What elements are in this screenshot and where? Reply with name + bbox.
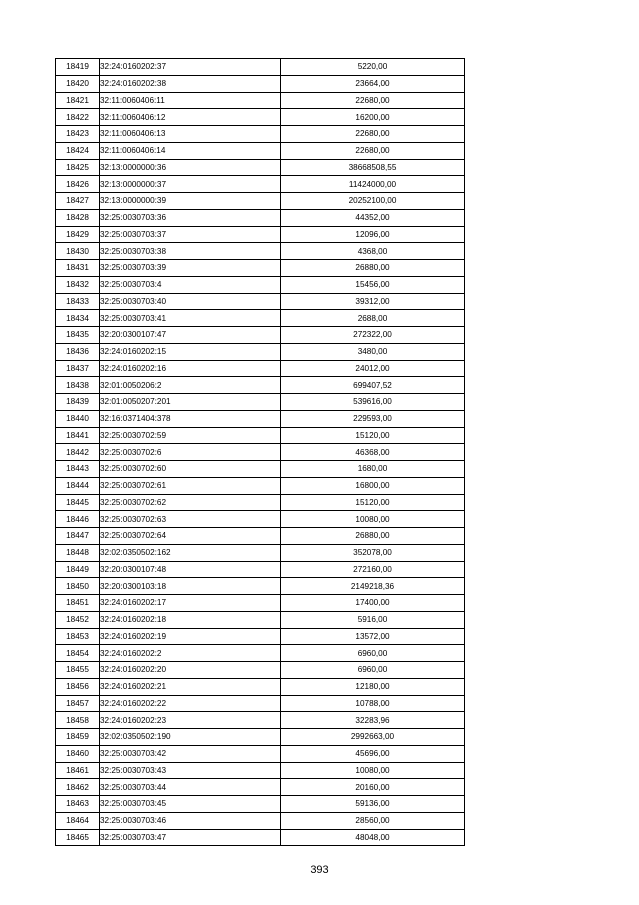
cadastral-number-cell: 32:25:0030703:4 [100, 276, 281, 293]
row-number-cell: 18460 [56, 745, 100, 762]
row-number-cell: 18449 [56, 561, 100, 578]
value-cell: 12180,00 [281, 678, 465, 695]
value-cell: 17400,00 [281, 595, 465, 612]
value-cell: 10080,00 [281, 511, 465, 528]
value-cell: 45696,00 [281, 745, 465, 762]
row-number-cell: 18433 [56, 293, 100, 310]
value-cell: 13572,00 [281, 628, 465, 645]
row-number-cell: 18451 [56, 595, 100, 612]
row-number-cell: 18420 [56, 75, 100, 92]
table-row [56, 511, 465, 528]
table-row [56, 193, 465, 210]
row-number-cell: 18421 [56, 92, 100, 109]
value-cell: 10080,00 [281, 762, 465, 779]
table-row [56, 695, 465, 712]
cadastral-number-cell: 32:25:0030702:64 [100, 528, 281, 545]
table-row [56, 126, 465, 143]
cadastral-number-cell: 32:24:0160202:22 [100, 695, 281, 712]
table-row [56, 544, 465, 561]
table-row [56, 712, 465, 729]
row-number-cell: 18432 [56, 276, 100, 293]
cadastral-number-cell: 32:11:0060406:11 [100, 92, 281, 109]
cadastral-number-cell: 32:01:0050206:2 [100, 377, 281, 394]
table-row [56, 662, 465, 679]
cadastral-number-cell: 32:25:0030702:62 [100, 494, 281, 511]
value-cell: 2149218,36 [281, 578, 465, 595]
cadastral-number-cell: 32:25:0030703:36 [100, 209, 281, 226]
cadastral-number-cell: 32:25:0030702:60 [100, 461, 281, 478]
cadastral-number-cell: 32:25:0030703:43 [100, 762, 281, 779]
value-cell: 38668508,55 [281, 159, 465, 176]
cadastral-number-cell: 32:25:0030703:44 [100, 779, 281, 796]
table-row [56, 209, 465, 226]
row-number-cell: 18422 [56, 109, 100, 126]
table-row [56, 595, 465, 612]
cadastral-number-cell: 32:24:0160202:18 [100, 611, 281, 628]
cadastral-number-cell: 32:20:0300103:18 [100, 578, 281, 595]
value-cell: 20252100,00 [281, 193, 465, 210]
table-row [56, 226, 465, 243]
table-row [56, 611, 465, 628]
table-row [56, 628, 465, 645]
row-number-cell: 18440 [56, 410, 100, 427]
cadastral-number-cell: 32:25:0030703:38 [100, 243, 281, 260]
cadastral-number-cell: 32:24:0160202:19 [100, 628, 281, 645]
row-number-cell: 18436 [56, 343, 100, 360]
value-cell: 6960,00 [281, 662, 465, 679]
row-number-cell: 18444 [56, 477, 100, 494]
cadastral-number-cell: 32:25:0030703:37 [100, 226, 281, 243]
row-number-cell: 18446 [56, 511, 100, 528]
row-number-cell: 18454 [56, 645, 100, 662]
row-number-cell: 18456 [56, 678, 100, 695]
table-row [56, 729, 465, 746]
value-cell: 11424000,00 [281, 176, 465, 193]
cadastral-number-cell: 32:25:0030702:63 [100, 511, 281, 528]
cadastral-number-cell: 32:24:0160202:17 [100, 595, 281, 612]
table-row [56, 327, 465, 344]
value-cell: 26880,00 [281, 260, 465, 277]
value-cell: 24012,00 [281, 360, 465, 377]
cadastral-number-cell: 32:25:0030703:45 [100, 796, 281, 813]
row-number-cell: 18452 [56, 611, 100, 628]
value-cell: 2688,00 [281, 310, 465, 327]
cadastral-number-cell: 32:25:0030703:47 [100, 829, 281, 846]
table-row [56, 410, 465, 427]
row-number-cell: 18438 [56, 377, 100, 394]
value-cell: 23664,00 [281, 75, 465, 92]
cadastral-value-table [55, 58, 465, 846]
value-cell: 44352,00 [281, 209, 465, 226]
table-row [56, 360, 465, 377]
value-cell: 4368,00 [281, 243, 465, 260]
cadastral-number-cell: 32:11:0060406:14 [100, 142, 281, 159]
value-cell: 15120,00 [281, 427, 465, 444]
value-cell: 539616,00 [281, 394, 465, 411]
cadastral-number-cell: 32:24:0160202:38 [100, 75, 281, 92]
row-number-cell: 18426 [56, 176, 100, 193]
table-row [56, 427, 465, 444]
row-number-cell: 18462 [56, 779, 100, 796]
row-number-cell: 18455 [56, 662, 100, 679]
cadastral-number-cell: 32:25:0030703:40 [100, 293, 281, 310]
value-cell: 22680,00 [281, 92, 465, 109]
row-number-cell: 18427 [56, 193, 100, 210]
value-cell: 1680,00 [281, 461, 465, 478]
value-cell: 39312,00 [281, 293, 465, 310]
value-cell: 20160,00 [281, 779, 465, 796]
table-row [56, 494, 465, 511]
row-number-cell: 18461 [56, 762, 100, 779]
value-cell: 22680,00 [281, 142, 465, 159]
value-cell: 229593,00 [281, 410, 465, 427]
value-cell: 15456,00 [281, 276, 465, 293]
value-cell: 352078,00 [281, 544, 465, 561]
value-cell: 15120,00 [281, 494, 465, 511]
value-cell: 272322,00 [281, 327, 465, 344]
row-number-cell: 18457 [56, 695, 100, 712]
value-cell: 46368,00 [281, 444, 465, 461]
row-number-cell: 18458 [56, 712, 100, 729]
cadastral-number-cell: 32:24:0160202:16 [100, 360, 281, 377]
value-cell: 28560,00 [281, 812, 465, 829]
table-row [56, 461, 465, 478]
table-row [56, 310, 465, 327]
row-number-cell: 18439 [56, 394, 100, 411]
table-row [56, 59, 465, 76]
value-cell: 32283,96 [281, 712, 465, 729]
table-row [56, 829, 465, 846]
value-cell: 59136,00 [281, 796, 465, 813]
row-number-cell: 18441 [56, 427, 100, 444]
row-number-cell: 18463 [56, 796, 100, 813]
cadastral-number-cell: 32:25:0030702:61 [100, 477, 281, 494]
cadastral-number-cell: 32:25:0030702:6 [100, 444, 281, 461]
row-number-cell: 18464 [56, 812, 100, 829]
value-cell: 3480,00 [281, 343, 465, 360]
value-cell: 12096,00 [281, 226, 465, 243]
cadastral-number-cell: 32:24:0160202:37 [100, 59, 281, 76]
value-cell: 2992663,00 [281, 729, 465, 746]
row-number-cell: 18445 [56, 494, 100, 511]
cadastral-number-cell: 32:02:0350502:162 [100, 544, 281, 561]
table-row [56, 678, 465, 695]
row-number-cell: 18430 [56, 243, 100, 260]
row-number-cell: 18437 [56, 360, 100, 377]
cadastral-number-cell: 32:24:0160202:15 [100, 343, 281, 360]
table-row [56, 796, 465, 813]
cadastral-number-cell: 32:16:0371404:378 [100, 410, 281, 427]
table-row [56, 528, 465, 545]
cadastral-number-cell: 32:11:0060406:13 [100, 126, 281, 143]
value-cell: 16800,00 [281, 477, 465, 494]
row-number-cell: 18423 [56, 126, 100, 143]
table-row [56, 377, 465, 394]
value-cell: 22680,00 [281, 126, 465, 143]
table-row [56, 75, 465, 92]
page-number: 393 [310, 864, 329, 876]
table-row [56, 293, 465, 310]
row-number-cell: 18443 [56, 461, 100, 478]
table-row [56, 343, 465, 360]
table-body [56, 59, 465, 846]
cadastral-number-cell: 32:20:0300107:47 [100, 327, 281, 344]
table-row [56, 812, 465, 829]
table-row [56, 394, 465, 411]
table-row [56, 92, 465, 109]
cadastral-number-cell: 32:11:0060406:12 [100, 109, 281, 126]
value-cell: 26880,00 [281, 528, 465, 545]
table-row [56, 561, 465, 578]
cadastral-number-cell: 32:24:0160202:2 [100, 645, 281, 662]
cadastral-number-cell: 32:13:0000000:39 [100, 193, 281, 210]
row-number-cell: 18442 [56, 444, 100, 461]
cadastral-number-cell: 32:24:0160202:23 [100, 712, 281, 729]
cadastral-number-cell: 32:24:0160202:20 [100, 662, 281, 679]
table-row [56, 260, 465, 277]
row-number-cell: 18435 [56, 327, 100, 344]
table-row [56, 109, 465, 126]
table-row [56, 176, 465, 193]
row-number-cell: 18425 [56, 159, 100, 176]
row-number-cell: 18459 [56, 729, 100, 746]
cadastral-number-cell: 32:02:0350502:190 [100, 729, 281, 746]
row-number-cell: 18431 [56, 260, 100, 277]
cadastral-number-cell: 32:24:0160202:21 [100, 678, 281, 695]
value-cell: 5220,00 [281, 59, 465, 76]
table-row [56, 477, 465, 494]
cadastral-number-cell: 32:20:0300107:48 [100, 561, 281, 578]
table-row [56, 779, 465, 796]
table-row [56, 142, 465, 159]
table-row [56, 762, 465, 779]
table-row [56, 745, 465, 762]
table-row [56, 578, 465, 595]
cadastral-number-cell: 32:13:0000000:37 [100, 176, 281, 193]
cadastral-number-cell: 32:01:0050207:201 [100, 394, 281, 411]
row-number-cell: 18429 [56, 226, 100, 243]
row-number-cell: 18419 [56, 59, 100, 76]
row-number-cell: 18450 [56, 578, 100, 595]
row-number-cell: 18465 [56, 829, 100, 846]
value-cell: 272160,00 [281, 561, 465, 578]
row-number-cell: 18447 [56, 528, 100, 545]
value-cell: 5916,00 [281, 611, 465, 628]
table-row [56, 276, 465, 293]
value-cell: 10788,00 [281, 695, 465, 712]
value-cell: 16200,00 [281, 109, 465, 126]
value-cell: 6960,00 [281, 645, 465, 662]
row-number-cell: 18453 [56, 628, 100, 645]
table-row [56, 243, 465, 260]
table-row [56, 645, 465, 662]
row-number-cell: 18448 [56, 544, 100, 561]
cadastral-number-cell: 32:25:0030703:39 [100, 260, 281, 277]
cadastral-number-cell: 32:25:0030703:42 [100, 745, 281, 762]
table-row [56, 444, 465, 461]
value-cell: 48048,00 [281, 829, 465, 846]
row-number-cell: 18424 [56, 142, 100, 159]
row-number-cell: 18434 [56, 310, 100, 327]
table-row [56, 159, 465, 176]
cadastral-number-cell: 32:13:0000000:36 [100, 159, 281, 176]
cadastral-number-cell: 32:25:0030703:41 [100, 310, 281, 327]
cadastral-number-cell: 32:25:0030703:46 [100, 812, 281, 829]
value-cell: 699407,52 [281, 377, 465, 394]
cadastral-number-cell: 32:25:0030702:59 [100, 427, 281, 444]
row-number-cell: 18428 [56, 209, 100, 226]
